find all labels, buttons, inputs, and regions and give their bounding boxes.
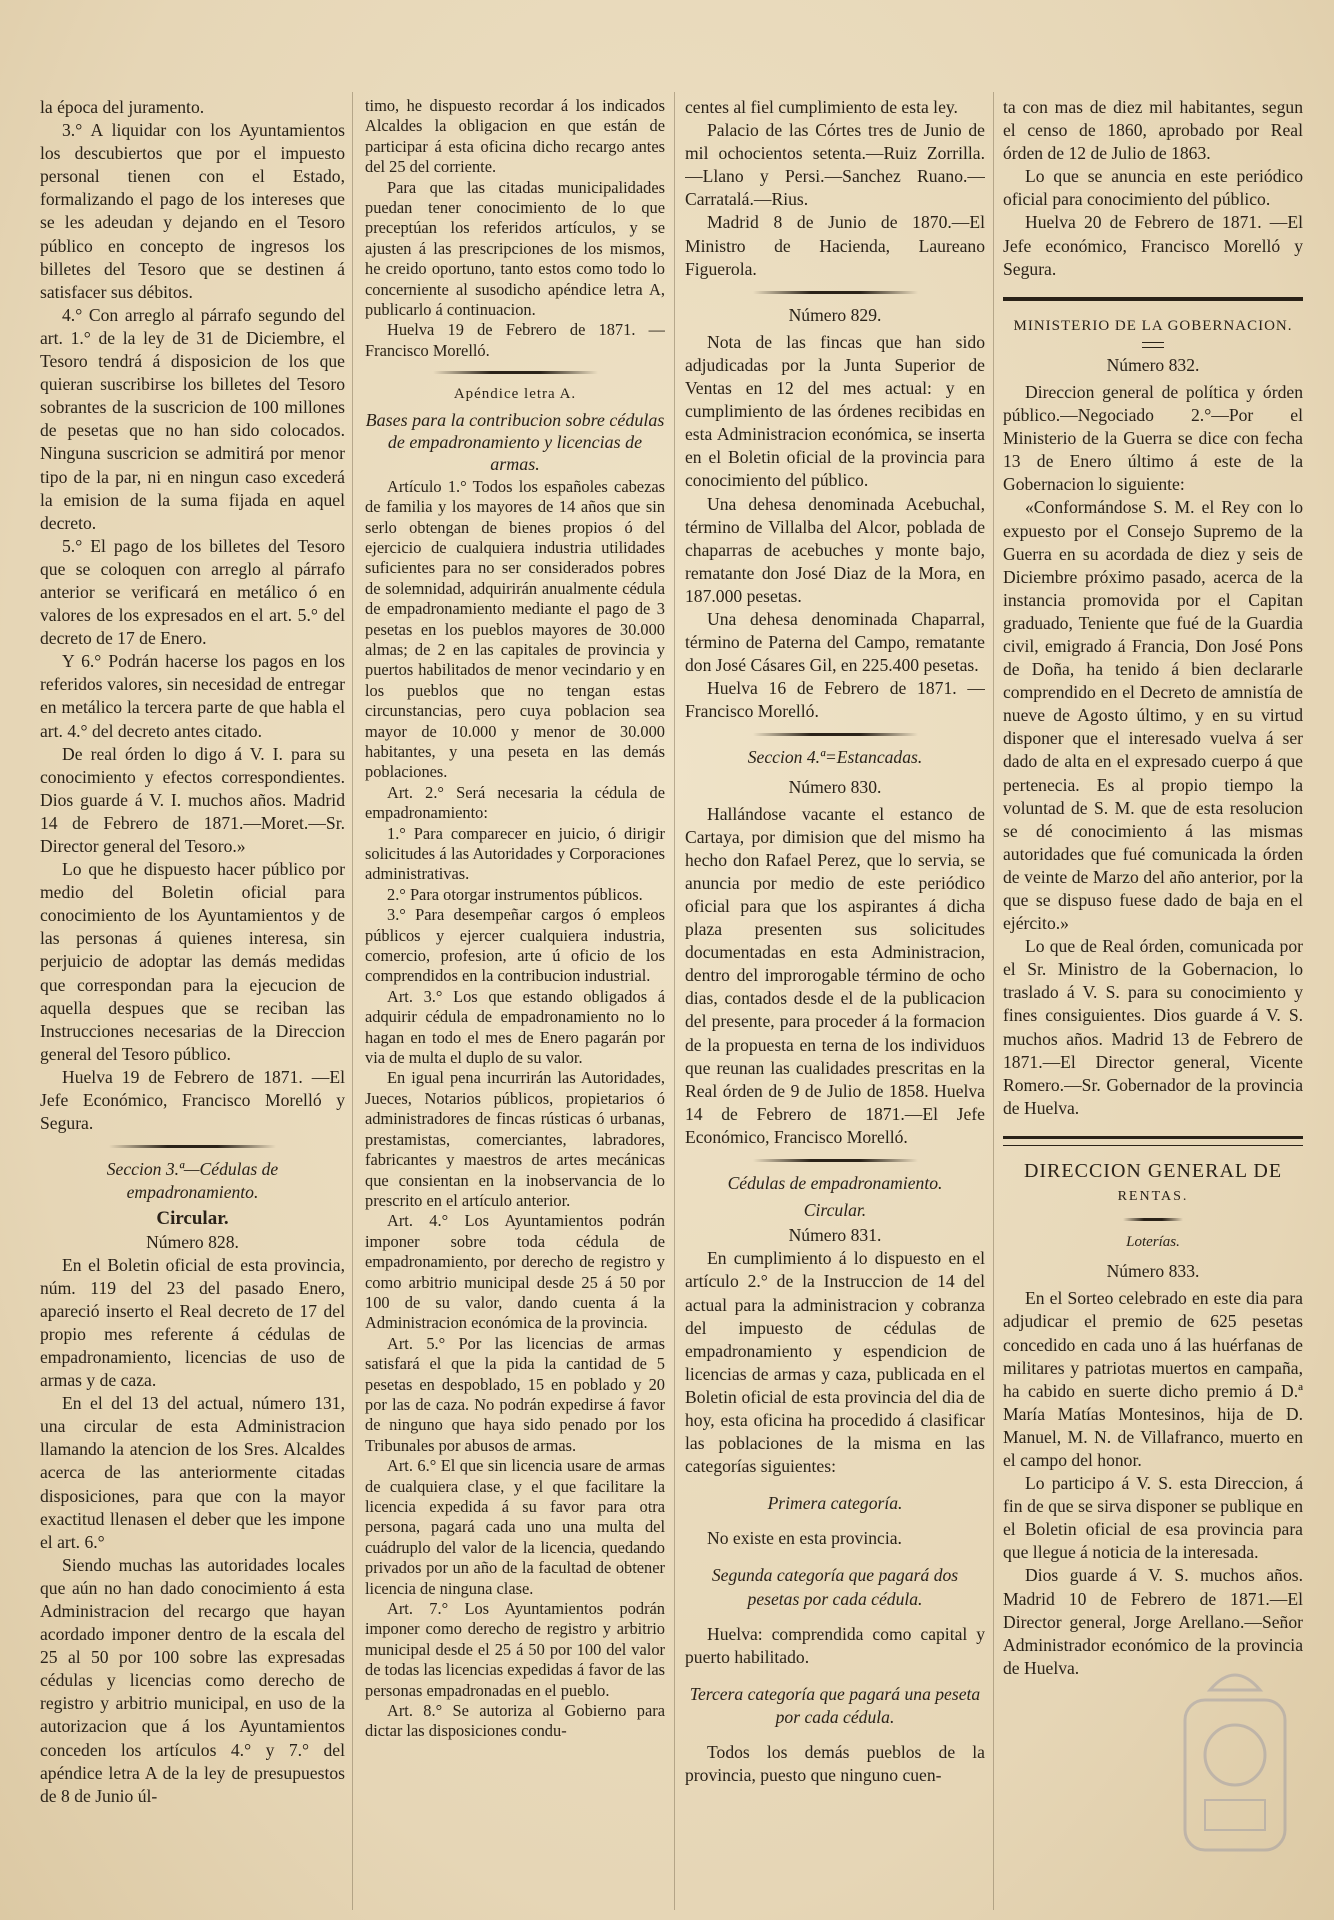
section-heading: Cédulas de empadronamiento.: [727, 1173, 943, 1194]
signature: Madrid 8 de Junio de 1870.—El Ministro de Hacienda, Laureano Figuerola.: [685, 212, 985, 279]
article: En igual pena incurrirán las Autoridades, Jueces, Notarios públicos, propietarios ó administradores de fincas rústicas ó urbanas, prestamistas, comerciantes, labradores, fabricantes y maestros de artes mecánicas que consientan en la inobservancia de lo prescrito en el artículo anterior.: [365, 1068, 665, 1210]
appendix-title: Apéndice letra A.: [453, 386, 577, 403]
paragraph: centes al fiel cumplimiento de esta ley.: [685, 97, 958, 117]
separator: [753, 733, 918, 736]
separator: [1003, 297, 1303, 301]
circular-title: Circular.: [803, 1200, 867, 1221]
circular-title: Circular.: [156, 1208, 229, 1230]
article: Art. 5.° Por las licencias de armas satisfará el que la pida la cantidad de 5 pesetas en despoblado, 15 en poblado y 20 por las de caza. No podrán expedirse á favor de ninguno que haya sido penado por los Tribunales por abusos de armas.: [365, 1333, 665, 1455]
paragraph: ta con mas de diez mil habitantes, segun el censo de 1860, aprobado por Real órden de 12 de Julio de 1863.: [1003, 97, 1303, 164]
column-2: [365, 96, 665, 1908]
section-heading: Seccion 4.ª=Estancadas.: [747, 747, 923, 768]
section-heading: Seccion 3.ª—Cédulas de empadronamiento.: [106, 1159, 279, 1203]
paragraph: Huelva: comprendida como capital y puerto habilitado.: [685, 1623, 985, 1667]
paragraph: Una dehesa denominada Chaparral, término de Paterna del Campo, rematante don José Cásares Gil, en 225.400 pesetas.: [685, 608, 985, 676]
article: Art. 4.° Los Ayuntamientos podrán imponer sobre toda cédula de empadronamiento, por derecho de registro y como arbitrio municipal desde 25 á 50 por 100 de su valor, dando cuenta á la Administracion económica de la provincia.: [365, 1211, 665, 1333]
paragraph: timo, he dispuesto recordar á los indicados Alcaldes la obligacion en que están de participar á esta oficina dicho recargo antes del 25 del corriente.: [365, 96, 665, 177]
paragraph: Hallándose vacante el estanco de Cartaya, por dimision que del mismo ha hecho don Rafael Perez, que lo servia, se anuncia por medio de este periódico oficial para que los aspirantes á dicha plaza presenten sus solicitudes documentadas en esta Administracion, dentro del improrogable término de ocho dias, contados desde el de la publicacion del presente, para proceder á la formacion de la propuesta en terna de los individuos que reunan las cualidades prescritas en la Real órden de 9 de Julio de 1858. Huelva 14 de Febrero de 1871.—El Jefe Económico, Francisco Morelló.: [685, 803, 985, 1147]
article: Art. 6.° El que sin licencia usare de armas de cualquiera clase, y el que facilitare la licencia expedida á su favor para otra persona, pagará cada uno una multa del cuádruplo del valor de la licencia, quedando privados por un año de la facultad de obtener licencia de ninguna clase.: [365, 1456, 665, 1598]
column-1: [40, 96, 345, 1908]
article-item: 3.° Para desempeñar cargos ó empleos públicos y ejercer cualquiera industria, comercio, profesion, arte ú oficio de los comprendidos en la contribucion industrial.: [365, 905, 665, 986]
paragraph: Dios guarde á V. S. muchos años. Madrid 10 de Febrero de 1871.—El Director general, Jorge Arellano.—Señor Administrador económico de la provincia de Huelva.: [1003, 1565, 1303, 1678]
category-heading: Segunda categoría que pagará dos pesetas por cada cédula.: [711, 1565, 959, 1609]
paragraph: Lo participo á V. S. esta Direccion, á fin de que se sirva disponer se publique en el Boletin oficial de esa provincia para que llegue á noticia de la interesada.: [1003, 1473, 1303, 1563]
paragraph: la época del juramento.: [40, 97, 205, 117]
separator: [1142, 342, 1164, 348]
article-item: 1.° Para comparecer en juicio, ó dirigir solicitudes á las Autoridades y Corporaciones administrativas.: [365, 823, 665, 884]
paragraph: Una dehesa denominada Acebuchal, término de Villalba del Alcor, poblada de chaparras de acebuches y monte bajo, rematante don José Diaz de la Mora, en 187.000 pesetas.: [685, 493, 985, 606]
paragraph: De real órden lo digo á V. I. para su conocimiento y efectos correspondientes. Dios guarde á V. I. muchos años. Madrid 14 de Febrero de 1871.—Moret.—Sr. Director general del Tesoro.»: [40, 743, 345, 856]
paragraph: En el Sorteo celebrado en este dia para adjudicar el premio de 625 pesetas concedido en cada uno á las huérfanas de militares y patriotas muertos en campaña, ha cabido en suerte dicho premio á D.ª María Matías Montesinos, hija de D. Manuel, M. N. de Villafranco, muerto en el campo del honor.: [1003, 1288, 1303, 1470]
column-divider: [674, 92, 675, 1910]
ministry-heading: MINISTERIO DE LA GOBERNACION.: [1013, 317, 1293, 334]
library-stamp-icon: [1175, 1660, 1295, 1860]
section-heading: Loterías.: [1126, 1234, 1180, 1251]
paragraph: Direccion general de política y órden público.—Negociado 2.°—Por el Ministerio de la Guerra se dice con fecha 13 de Enero último á este de la Gobernacion lo siguiente:: [1003, 381, 1303, 495]
separator: [753, 1159, 918, 1162]
notice-number: Número 829.: [788, 304, 882, 325]
article: Artículo 1.° Todos los españoles cabezas de familia y los mayores de 14 años que sin serlo obtengan de bienes propios ó del ejercicio de cualquiera industria utilidades suficientes para no ser considerados pobres de solemnidad, adquirirán anualmente cédula de empadronamiento mediante el pago de 3 pesetas en los pueblos mayores de 30.000 almas; de 2 en las capitales de provincia y puertos habilitados de menor vecindario y en los pueblos que no tengan estas circunstancias, pero cuya poblacion sea mayor de 10.000 y menor de 30.000 habitantes, y una peseta en las demás poblaciones.: [365, 476, 665, 782]
notice-number: Número 833.: [1106, 1261, 1200, 1282]
article-item: 2.° Para otorgar instrumentos públicos.: [387, 884, 643, 904]
paragraph: Lo que se anuncia en este periódico oficial para conocimiento del público.: [1003, 166, 1303, 210]
separator: [1123, 1218, 1183, 1221]
direction-heading: DIRECCION GENERAL DE: [1023, 1159, 1283, 1182]
column-3: [685, 96, 985, 1908]
column-divider: [993, 92, 994, 1910]
direction-subheading: RENTAS.: [1117, 1189, 1189, 1205]
signature: Huelva 20 de Febrero de 1871. —El Jefe económico, Francisco Morelló y Segura.: [1003, 212, 1303, 279]
paragraph: «Conformándose S. M. el Rey con lo expuesto por el Consejo Supremo de la Guerra en su acordada de diez y seis de Diciembre próximo pasado, acerca de la instancia promovida por el Capitan graduado, Teniente que fué de la Guardia civil, emigrado á Francia, Don José Pons de Doña, ha tenido á bien declararle comprendido en el Decreto de amnistía de nueve de Agosto último, y en su virtud disponer que el interesado vuelva á ser dado de alta en el expresado cuerpo á que pertenecia. Es al propio tiempo la voluntad de S. M. que de esta resolucion se dé conocimiento á las mismas autoridades que fué comunicada la órden de veinte de Marzo del año anterior, por la que se dispuso fuese dado de baja en el ejército.»: [1003, 497, 1303, 934]
notice-number: Número 828.: [146, 1231, 239, 1252]
paragraph: Palacio de las Córtes tres de Junio de mil ochocientos setenta.—Ruiz Zorrilla.—Llano y Persi.—Sanchez Ruano.—Carratalá.—Rius.: [685, 120, 985, 210]
paragraph: Siendo muchas las autoridades locales que aún no han dado conocimiento á esta Administracion del recargo que hayan acordado imponer dentro de la escala del 25 al 50 por 100 sobre las expresadas cédulas y licencias como derecho de registro y arbitrio municipal, en uso de la autorizacion que á los Ayuntamientos conceden los artículos 4.° y 7.° del apéndice letra A de la ley de presupuestos de 8 de Junio úl-: [40, 1554, 345, 1806]
paragraph: 5.° El pago de los billetes del Tesoro que se coloquen con arreglo al párrafo anterior se verificará en metálico ó en valores de los expresados en el art. 5.° del decreto de 17 de Enero.: [40, 535, 345, 649]
notice-number: Número 832.: [1106, 354, 1200, 375]
notice-number: Número 830.: [788, 776, 882, 797]
paragraph: Lo que he dispuesto hacer público por medio del Boletin oficial para conocimiento de los Ayuntamientos y de las personas á quienes interesa, sin perjuicio de adoptar las demás medidas que correspondan para la ejecucion de aquella despues que se reciban las Instrucciones necesarias de la Direccion general del Tesoro público.: [40, 859, 345, 1064]
signature: Huelva 19 de Febrero de 1871. —El Jefe Económico, Francisco Morelló y Segura.: [40, 1066, 345, 1134]
signature: Huelva 19 de Febrero de 1871. —Francisco Morelló.: [365, 320, 665, 360]
notice-number: Número 831.: [788, 1225, 882, 1246]
paragraph: No existe en esta provincia.: [707, 1528, 902, 1549]
paragraph: En el Boletin oficial de esta provincia, núm. 119 del 23 del pasado Enero, apareció inserto el Real decreto de 17 del propio mes referente á cédulas de empadronamiento, licencias de uso de armas y de caza.: [40, 1254, 345, 1391]
separator: [433, 371, 598, 374]
paragraph: Y 6.° Podrán hacerse los pagos en los referidos valores, sin necesidad de entregar en metálico la tercera parte de que habla el art. 4.° del decreto antes citado.: [40, 651, 345, 741]
paragraph: 4.° Con arreglo al párrafo segundo del art. 1.° de la ley de 31 de Diciembre, el Tesoro tendrá á disposicion de los que quieran suscribirse los billetes del Tesoro sobrantes de la suscricion de 100 millones de pesetas que no han sido colocados. Ninguna suscricion se admitirá por menor tipo de la par, ni en ningun caso excederá la emision de la suma fijada en aquel decreto.: [40, 304, 345, 533]
paragraph: Para que las citadas municipalidades puedan tener conocimiento de lo que preceptúan los referidos artículos, y se ajusten á las prescripciones de los mismos, he creido oportuno, tanto estos como todo lo concerniente al susodicho apéndice letra A, publicarlo á continuacion.: [365, 177, 665, 320]
category-heading: Primera categoría.: [767, 1493, 903, 1514]
paragraph: En el del 13 del actual, número 131, una circular de esta Administracion llamando la atencion de los Sres. Alcaldes acerca de las anteriormente citadas disposiciones, para que con la mayor exactitud llenasen el deber que les impone el art. 6.°: [40, 1393, 345, 1552]
article: Art. 8.° Se autoriza al Gobierno para dictar las disposiciones condu-: [365, 1701, 665, 1741]
paragraph: Lo que de Real órden, comunicada por el Sr. Ministro de la Gobernacion, lo traslado á V. S. para su conocimiento y fines consiguientes. Dios guarde á V. S. muchos años. Madrid 13 de Febrero de 1871.—El Director general, Vicente Romero.—Sr. Gobernador de la provincia de Huelva.: [1003, 936, 1303, 1118]
column-divider: [352, 92, 353, 1910]
category-heading: Tercera categoría que pagará una peseta por cada cédula.: [689, 1683, 981, 1727]
article: Art. 2.° Será necesaria la cédula de empadronamiento:: [365, 782, 665, 823]
paragraph: En cumplimiento á lo dispuesto en el artículo 2.° de la Instruccion de 14 del actual para la administracion y cobranza del impuesto de cédulas de empadronamiento y espendicion de licencias de armas y caza, publicada en el Boletin oficial de esta provincia del dia de hoy, esta oficina ha procedido á clasificar las poblaciones de la misma en las categorías siguientes:: [685, 1248, 985, 1477]
column-4: [1003, 96, 1303, 1908]
paragraph: 3.° A liquidar con los Ayuntamientos los descubiertos que por el impuesto personal tienen con el Estado, formalizando el pago de los intereses que se les adeudan y dejando en el Tesoro público en concepto de ingresos los billetes del Tesoro que se destinen á satisfacer sus débitos.: [40, 120, 345, 302]
separator: [1003, 1136, 1303, 1146]
signature: Huelva 16 de Febrero de 1871. —Francisco Morelló.: [685, 678, 985, 722]
article: Art. 3.° Los que estando obligados á adquirir cédula de empadronamiento no lo hagan en todo el mes de Enero pagarán por via de multa el duplo de su valor.: [365, 986, 665, 1068]
appendix-subtitle: Bases para la contribucion sobre cédulas de empadronamiento y licencias de armas.: [365, 409, 665, 474]
separator: [753, 291, 918, 294]
article: Art. 7.° Los Ayuntamientos podrán imponer como derecho de registro y arbitrio municipal desde el 25 á 50 por 100 del valor de todas las licencias expedidas á favor de las personas empadronadas en el pueblo.: [365, 1599, 665, 1700]
paragraph: Todos los demás pueblos de la provincia, puesto que ninguno cuen-: [685, 1742, 985, 1786]
separator: [109, 1145, 277, 1148]
paragraph: Nota de las fincas que han sido adjudicadas por la Junta Superior de Ventas en 12 del mes actual: y en cumplimiento de las órdenes recibidas en esta Administracion económica, se inserta en el Boletin oficial de la provincia para conocimiento del público.: [685, 331, 985, 491]
